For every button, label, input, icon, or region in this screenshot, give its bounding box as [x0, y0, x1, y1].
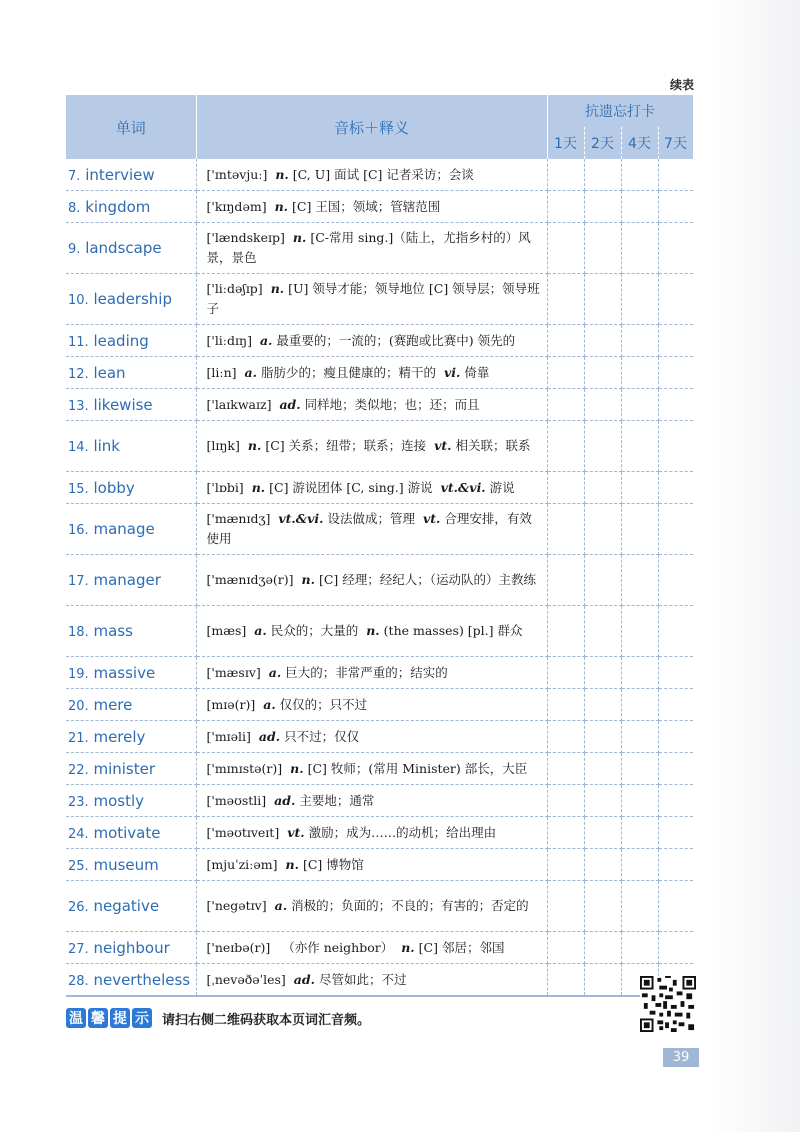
qr-code-icon[interactable] [640, 976, 696, 1032]
checkin-cell[interactable] [658, 657, 693, 689]
checkin-cell[interactable] [547, 849, 584, 881]
checkin-cell[interactable] [658, 504, 693, 555]
checkin-cell[interactable] [547, 159, 584, 191]
word-number: 10. [68, 293, 89, 308]
word-number: 22. [68, 762, 89, 778]
meaning: 消极的；负面的；不良的；有害的；否定的 [291, 898, 529, 913]
part-of-speech: ad. [258, 728, 281, 744]
checkin-cell[interactable] [547, 817, 584, 849]
checkin-cell[interactable] [584, 964, 621, 997]
phonetic: [liːn] [206, 364, 237, 380]
table-row [66, 555, 693, 606]
phonetic: ['lændskeɪp] [206, 230, 285, 245]
table-row [66, 606, 693, 657]
word-number: 20. [68, 698, 89, 714]
continued-label: 续表 [669, 78, 694, 92]
part-of-speech: a. [268, 664, 282, 680]
checkin-cell[interactable] [621, 753, 658, 785]
checkin-cell[interactable] [547, 881, 584, 932]
header-definition: 音标＋释义 [196, 95, 547, 159]
meaning: 最重要的；一流的；(赛跑或比赛中) 领先的 [276, 332, 516, 348]
word-number: 23. [68, 794, 89, 810]
checkin-cell[interactable] [547, 421, 584, 472]
word-number: 21. [68, 730, 89, 746]
part-of-speech: vt.&vi. [440, 479, 486, 495]
definition-cell [196, 191, 547, 223]
table-row [66, 472, 693, 504]
part-of-speech: a. [254, 623, 267, 638]
part-of-speech: ad. [279, 396, 301, 412]
table-row [66, 753, 693, 785]
page-number: 39 [663, 1048, 699, 1067]
phonetic: ['neɪbə(r)] [206, 939, 271, 955]
part-of-speech: n. [270, 281, 285, 296]
checkin-cell[interactable] [621, 389, 658, 421]
definition-cell [196, 325, 547, 357]
meaning: 合理安排，有效使用 [206, 511, 532, 546]
word-text: lean [93, 363, 126, 382]
word-number: 19. [68, 666, 89, 682]
part-of-speech: a. [274, 898, 288, 913]
word-text: merely [93, 727, 146, 746]
meaning: 游说 [489, 479, 515, 495]
checkin-cell[interactable] [658, 472, 693, 504]
checkin-cell[interactable] [547, 191, 584, 223]
definition-cell [196, 421, 547, 472]
word-cell [66, 657, 196, 689]
part-of-speech: a. [263, 696, 276, 712]
word-text: manager [93, 571, 161, 589]
checkin-cell[interactable] [658, 721, 693, 753]
phonetic: ['liːdɪŋ] [206, 332, 252, 348]
phonetic: [mæs] [206, 623, 247, 638]
word-cell [66, 389, 196, 421]
page-edge-shadow [710, 0, 800, 1132]
checkin-cell[interactable] [547, 223, 584, 274]
part-of-speech: n. [274, 198, 289, 214]
checkin-cell[interactable] [547, 753, 584, 785]
part-of-speech: n. [251, 479, 266, 495]
checkin-cell[interactable] [584, 785, 621, 817]
checkin-cell[interactable] [621, 504, 658, 555]
checkin-cell[interactable] [658, 606, 693, 657]
meaning: 只不过；仅仅 [284, 728, 360, 744]
checkin-cell[interactable] [584, 689, 621, 721]
word-text: massive [93, 663, 156, 682]
table-row [66, 223, 693, 274]
checkin-cell[interactable] [658, 223, 693, 274]
definition-cell [196, 555, 547, 606]
definition-cell [196, 159, 547, 191]
checkin-cell[interactable] [621, 932, 658, 964]
meaning: 设法做成；管理 [327, 511, 415, 526]
checkin-cell[interactable] [621, 689, 658, 721]
checkin-cell[interactable] [658, 389, 693, 421]
definition-cell [196, 389, 547, 421]
word-text: mass [93, 622, 133, 640]
checkin-cell[interactable] [584, 932, 621, 964]
word-number: 24. [68, 826, 89, 842]
part-of-speech: n. [401, 939, 415, 955]
phonetic: ['kɪŋdəm] [206, 198, 267, 214]
table-row [66, 721, 693, 753]
word-cell [66, 421, 196, 472]
part-of-speech: n. [301, 572, 315, 587]
part-of-speech: a. [244, 364, 257, 380]
definition-cell [196, 689, 547, 721]
checkin-cell[interactable] [658, 274, 693, 325]
word-text: museum [93, 855, 159, 874]
checkin-cell[interactable] [621, 325, 658, 357]
word-text: minister [93, 759, 156, 778]
word-number: 25. [68, 858, 89, 874]
checkin-cell[interactable] [584, 504, 621, 555]
word-cell [66, 721, 196, 753]
definition-cell [196, 504, 547, 555]
meaning: [C-常用 sing.]（陆上，尤指乡村的）风景，景色 [206, 230, 531, 265]
word-cell [66, 274, 196, 325]
phonetic: ['mænɪdʒə(r)] [206, 572, 294, 587]
meaning: [C] 邻居；邻国 [418, 939, 505, 955]
meaning: [C] 王国；领域；管辖范围 [292, 198, 441, 214]
part-of-speech: n. [275, 166, 289, 182]
checkin-cell[interactable] [658, 817, 693, 849]
word-cell [66, 964, 196, 997]
header-day-2: 2天 [584, 127, 621, 159]
word-text: kingdom [85, 197, 151, 216]
definition-cell [196, 785, 547, 817]
word-cell [66, 357, 196, 389]
table-row [66, 849, 693, 881]
table-row [66, 191, 693, 223]
checkin-cell[interactable] [584, 421, 621, 472]
checkin-cell[interactable] [658, 191, 693, 223]
checkin-cell[interactable] [658, 555, 693, 606]
checkin-cell[interactable] [658, 689, 693, 721]
header-word: 单词 [66, 95, 196, 159]
word-cell [66, 191, 196, 223]
checkin-cell[interactable] [547, 785, 584, 817]
checkin-cell[interactable] [658, 785, 693, 817]
word-cell [66, 325, 196, 357]
checkin-cell[interactable] [584, 657, 621, 689]
word-text: neighbour [93, 938, 170, 957]
part-of-speech: vi. [443, 364, 461, 380]
checkin-cell[interactable] [584, 721, 621, 753]
word-text: motivate [93, 823, 161, 842]
part-of-speech: n. [292, 230, 307, 245]
word-cell [66, 785, 196, 817]
definition-cell [196, 932, 547, 964]
checkin-cell[interactable] [584, 849, 621, 881]
checkin-cell[interactable] [621, 191, 658, 223]
checkin-cell[interactable] [658, 881, 693, 932]
checkin-cell[interactable] [621, 223, 658, 274]
checkin-cell[interactable] [621, 817, 658, 849]
checkin-cell[interactable] [547, 964, 584, 997]
word-text: mostly [93, 791, 144, 810]
meaning: [C, U] 面试 [C] 记者采访；会谈 [292, 166, 474, 182]
part-of-speech: n. [247, 438, 262, 453]
checkin-cell[interactable] [658, 849, 693, 881]
definition-cell [196, 657, 547, 689]
table-row [66, 817, 693, 849]
checkin-cell[interactable] [584, 817, 621, 849]
part-of-speech: n. [366, 623, 380, 638]
word-number: 9. [68, 242, 81, 257]
table-row [66, 357, 693, 389]
phonetic: ['məʊtɪveɪt] [206, 824, 280, 840]
checkin-cell[interactable] [584, 159, 621, 191]
checkin-cell[interactable] [547, 932, 584, 964]
checkin-cell[interactable] [584, 389, 621, 421]
word-text: leading [93, 331, 149, 350]
word-cell [66, 881, 196, 932]
definition-cell [196, 964, 547, 997]
header-day-1: 1天 [547, 127, 584, 159]
definition-cell [196, 753, 547, 785]
part-of-speech: ad. [274, 792, 296, 808]
part-of-speech: ad. [293, 971, 315, 987]
table-row [66, 325, 693, 357]
meaning: [C] 关系；纽带；联系；连接 [265, 438, 427, 453]
word-number: 14. [68, 440, 89, 455]
checkin-cell[interactable] [621, 274, 658, 325]
word-number: 11. [68, 334, 89, 350]
meaning: 仅仅的；只不过 [279, 696, 368, 712]
meaning: [C] 博物馆 [302, 856, 364, 872]
checkin-cell[interactable] [584, 357, 621, 389]
word-cell [66, 472, 196, 504]
definition-cell [196, 881, 547, 932]
checkin-cell[interactable] [584, 274, 621, 325]
checkin-cell[interactable] [621, 357, 658, 389]
word-text: landscape [85, 239, 162, 257]
header-day-4: 4天 [621, 127, 658, 159]
checkin-cell[interactable] [547, 357, 584, 389]
meaning: 主要地；通常 [299, 792, 375, 808]
word-cell [66, 223, 196, 274]
word-text: link [93, 437, 120, 455]
checkin-cell[interactable] [621, 849, 658, 881]
meaning: 激励；成为……的动机；给出理由 [308, 824, 497, 840]
word-text: negative [93, 897, 160, 915]
checkin-cell[interactable] [584, 555, 621, 606]
meaning: 尽管如此；不过 [318, 971, 407, 987]
header-day-7: 7天 [658, 127, 693, 159]
table-row [66, 504, 693, 555]
vocabulary-rows [66, 159, 693, 996]
meaning: [C] 游说团体 [C, sing.] 游说 [269, 479, 433, 495]
checkin-cell[interactable] [658, 753, 693, 785]
table-row [66, 389, 693, 421]
definition-cell [196, 849, 547, 881]
word-text: mere [93, 695, 133, 714]
word-text: interview [85, 165, 155, 184]
phonetic: ['məʊstli] [206, 792, 267, 808]
checkin-cell[interactable] [584, 606, 621, 657]
word-cell [66, 932, 196, 964]
checkin-cell[interactable] [621, 785, 658, 817]
phonetic: ['ɪntəvjuː] [206, 166, 268, 182]
checkin-cell[interactable] [547, 504, 584, 555]
checkin-cell[interactable] [621, 159, 658, 191]
checkin-cell[interactable] [584, 753, 621, 785]
word-cell [66, 753, 196, 785]
part-of-speech: vt. [287, 824, 305, 840]
checkin-cell[interactable] [547, 721, 584, 753]
table-row [66, 274, 693, 325]
word-cell [66, 606, 196, 657]
vocabulary-table [66, 95, 694, 997]
checkin-cell[interactable] [658, 357, 693, 389]
checkin-cell[interactable] [621, 421, 658, 472]
definition-cell [196, 274, 547, 325]
meaning: 巨大的；非常严重的；结实的 [285, 664, 448, 680]
word-cell [66, 817, 196, 849]
checkin-cell[interactable] [658, 932, 693, 964]
word-number: 26. [68, 900, 89, 915]
part-of-speech: n. [290, 760, 304, 776]
table-row [66, 932, 693, 964]
definition-cell [196, 223, 547, 274]
meaning: 脂肪少的；瘦且健康的；精干的 [260, 364, 436, 380]
checkin-cell[interactable] [621, 555, 658, 606]
word-cell [66, 689, 196, 721]
definition-cell [196, 721, 547, 753]
phonetic: ['mɪəli] [206, 728, 251, 744]
table-row [66, 657, 693, 689]
word-cell [66, 849, 196, 881]
tip-text: 请扫右侧二维码获取本页词汇音频。 [162, 1012, 371, 1028]
tip-char: 示 [132, 1008, 152, 1028]
word-text: lobby [93, 478, 135, 497]
checkin-cell[interactable] [547, 657, 584, 689]
checkin-cell[interactable] [584, 191, 621, 223]
word-cell [66, 555, 196, 606]
checkin-cell[interactable] [621, 881, 658, 932]
word-number: 16. [68, 523, 89, 538]
word-number: 15. [68, 481, 89, 497]
tip-char: 提 [110, 1008, 130, 1028]
phonetic: ['mɪnɪstə(r)] [206, 760, 283, 776]
checkin-cell[interactable] [584, 223, 621, 274]
meaning: [C] 牧师；(常用 Minister) 部长，大臣 [307, 760, 528, 776]
checkin-cell[interactable] [621, 472, 658, 504]
checkin-cell[interactable] [547, 274, 584, 325]
phonetic: ['lɒbi] [206, 479, 244, 495]
part-of-speech: vt. [434, 438, 452, 453]
meaning: （亦作 neighbor） [282, 939, 394, 955]
checkin-cell[interactable] [658, 421, 693, 472]
table-row [66, 785, 693, 817]
word-number: 13. [68, 398, 89, 414]
word-text: leadership [93, 290, 172, 308]
table-row [66, 881, 693, 932]
word-text: manage [93, 520, 155, 538]
phonetic: ['laɪkwaɪz] [206, 396, 272, 412]
phonetic: ['liːdəʃɪp] [206, 281, 263, 296]
tip-char: 温 [66, 1008, 86, 1028]
phonetic: ['mænɪdʒ] [206, 511, 271, 526]
table-row [66, 159, 693, 191]
meaning: 同样地；类似地；也；还；而且 [304, 396, 480, 412]
word-cell [66, 504, 196, 555]
definition-cell [196, 606, 547, 657]
checkin-cell[interactable] [621, 721, 658, 753]
checkin-cell[interactable] [658, 159, 693, 191]
table-row [66, 689, 693, 721]
phonetic: ['mæsɪv] [206, 664, 261, 680]
checkin-cell[interactable] [547, 472, 584, 504]
checkin-cell[interactable] [547, 389, 584, 421]
checkin-cell[interactable] [547, 555, 584, 606]
table-row [66, 964, 693, 997]
word-number: 27. [68, 941, 89, 957]
definition-cell [196, 357, 547, 389]
meaning: (the masses) [pl.] 群众 [383, 623, 523, 638]
checkin-cell[interactable] [547, 606, 584, 657]
checkin-cell[interactable] [547, 325, 584, 357]
meaning: [C] 经理；经纪人；（运动队的）主教练 [318, 572, 537, 587]
word-number: 17. [68, 574, 89, 589]
phonetic: [mɪə(r)] [206, 696, 256, 712]
meaning: 倚靠 [464, 364, 490, 380]
phonetic: ['negətɪv] [206, 898, 267, 913]
definition-cell [196, 817, 547, 849]
part-of-speech: a. [259, 332, 273, 348]
checkin-cell[interactable] [621, 657, 658, 689]
tip-box [66, 1008, 370, 1028]
checkin-cell[interactable] [584, 881, 621, 932]
phonetic: [lɪŋk] [206, 438, 240, 453]
word-number: 7. [68, 168, 81, 184]
meaning: [U] 领导才能；领导地位 [C] 领导层；领导班子 [206, 281, 540, 316]
checkin-cell[interactable] [584, 325, 621, 357]
checkin-cell[interactable] [584, 472, 621, 504]
table-row [66, 421, 693, 472]
phonetic: [ˌnevəðəˈles] [206, 971, 286, 987]
definition-cell [196, 472, 547, 504]
word-number: 8. [68, 200, 81, 216]
checkin-cell[interactable] [547, 689, 584, 721]
part-of-speech: n. [285, 856, 299, 872]
word-cell [66, 159, 196, 191]
word-number: 28. [68, 973, 89, 989]
word-number: 18. [68, 625, 89, 640]
meaning: 民众的；大量的 [270, 623, 359, 638]
tip-char: 馨 [88, 1008, 108, 1028]
checkin-cell[interactable] [621, 606, 658, 657]
word-number: 12. [68, 366, 89, 382]
word-text: nevertheless [93, 970, 191, 989]
meaning: 相关联；联系 [455, 438, 531, 453]
part-of-speech: vt.&vi. [278, 511, 324, 526]
part-of-speech: vt. [422, 511, 441, 526]
checkin-cell[interactable] [658, 325, 693, 357]
word-text: likewise [93, 395, 153, 414]
phonetic: [mjuˈziːəm] [206, 856, 278, 872]
header-checkin: 抗遗忘打卡 [547, 95, 693, 127]
